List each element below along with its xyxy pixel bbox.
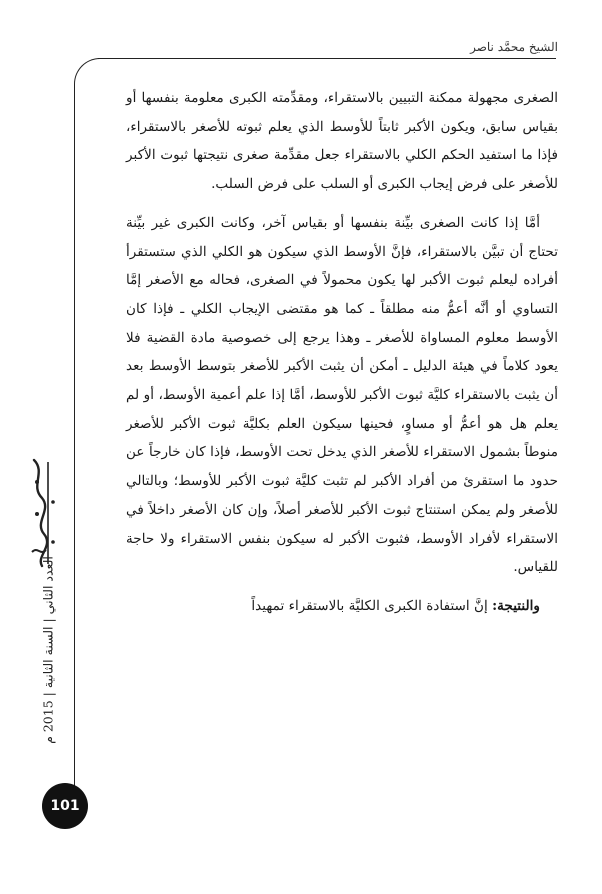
issue-info <box>34 520 62 780</box>
page-number-badge <box>42 783 88 829</box>
conclusion-lead: والنتيجة: <box>492 597 540 614</box>
side-rule <box>74 84 75 824</box>
running-head: الشيخ محمَّد ناصر <box>470 40 558 54</box>
conclusion-text: إنَّ استفادة الكبرى الكليَّة بالاستقراء تمهيداً <box>251 597 493 614</box>
page-body <box>126 84 558 621</box>
paragraph-1: الصغرى مجهولة ممكنة التبيين بالاستقراء، ومقدِّمته الكبرى معلومة بنفسها أو بقياس سابق، ويكون الأكبر ثابتاً للأوسط الذي يعلم ثبوته للأصغر بالاستقراء، فإذا ما استفيد الحكم الكلي بالاستقراء جعل مقدِّمة صغرى نتيجتها ثبوت الأكبر للأصغر على فرض إيجاب الكبرى أو السلب على فرض السلب. <box>126 90 558 193</box>
paragraph-2: أمَّا إذا كانت الصغرى بيِّنة بنفسها أو بقياس آخر، وكانت الكبرى غير بيِّنة تحتاج أن تبيَّن بالاستقراء، فإنَّ الأوسط الذي سيكون هو الكلي الذي ستستقرأ أفراده ليعلم ثبوت الأكبر لها يكون محمولاً في الصغرى، فحاله مع الأصغر إمَّا التساوي أو أنَّه أعمُّ منه مطلقاً ـ كما هو مقتضى الإيجاب الكلي ـ فإذا كان الأوسط معلوم المساواة للأصغر ـ وهذا يرجع إلى خصوصية مادة القضية فلا يعود كلاماً في هيئة الدليل ـ أمكن أن يثبت الأكبر للأصغر بتوسط الأوسط بعد أن يثبت بالاستقراء كليَّة ثبوت الأكبر للأوسط، أمَّا إذا علم أعمية الأوسط، أو لم يعلم هل هو أعمُّ أو مساوٍ، فحينها سيكون العلم بكليَّة ثبوت الأكبر للأصغر منوطاً بشمول الاستقراء للأصغر الذي يدخل تحت الأوسط، فإذا كان خارجاً عن حدود ما استقرئ من أفراد الأكبر لم تثبت كليَّة ثبوت الأكبر للأوسط؛ وبالتالي للأصغر ولم يمكن استنتاج ثبوت الأكبر للأصغر أصلاً، وإن كان الأصغر داخلاً في الاستقراء لأفراد الأوسط، فثبوت الأكبر له سيكون بنفس الاستقراء ولا حاجة للقياس. <box>126 214 558 576</box>
page-number: 101 <box>50 798 80 814</box>
conclusion-paragraph <box>126 592 558 621</box>
header-rule <box>98 58 556 59</box>
frame-corner <box>74 58 101 85</box>
issue-info-text: العدد الثاني | السنة الثانية | 2015 م <box>40 556 56 744</box>
